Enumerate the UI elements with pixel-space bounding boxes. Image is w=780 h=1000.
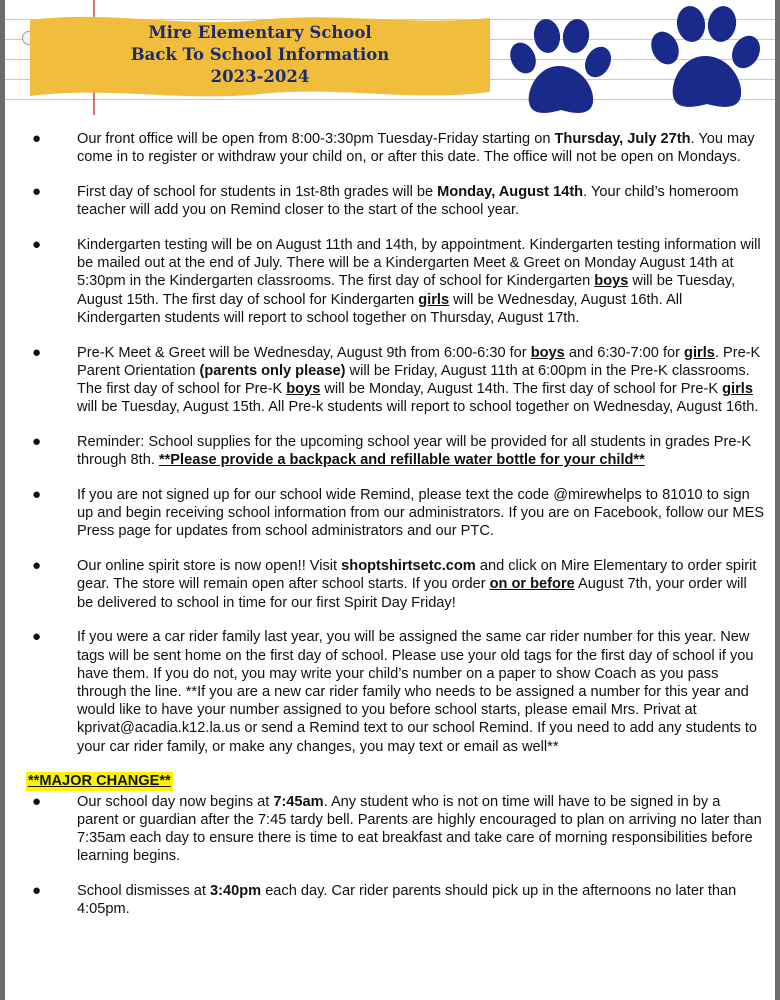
list-item (25, 183, 765, 219)
paw-print-icon (645, 6, 765, 118)
item-text: If you were a car rider family last year, you will be assigned the same car rider number for this year. New tags will be sent home on the first day of school. Please use your old tags for the first day of school if you have them. If you do not, you may write your child’s number on a paper to show Coach as you pass through the line. **If you are a new car rider family who needs to be assigned a number for this year and would like to have your number assigned to you before school starts, please email Mrs. Privat at kprivat@acadia.k12.la.us or send a Remind text to our school Remind. If you need to add any students to your car rider family, or make any changes, you may text or email as well** (77, 629, 758, 755)
bullet-icon: ● (32, 433, 42, 451)
item-text: . Your child’s homeroom teacher will add you on Remind closer to the start of the school year. (77, 184, 739, 219)
emphasis-underlined-text: boys (530, 344, 565, 361)
item-text: Reminder: School supplies for the upcoming school year will be provided for all students in grades Pre-K through 8th. (77, 434, 752, 469)
document-title: Back To School Information (130, 45, 390, 64)
emphasis-bold-text: Thursday, July 27th (554, 131, 691, 147)
list-item (25, 236, 765, 327)
emphasis-bold-text: Monday, August 14th (437, 184, 584, 200)
bullet-icon: ● (32, 486, 42, 504)
list-item (25, 486, 765, 541)
item-text: First day of school for students in 1st-8th grades will be (77, 184, 438, 200)
emphasis-underlined-text: on or before (489, 576, 575, 593)
item-text: August 7th, your order will be delivered to school in time for our first Spirit Day Friday! (77, 576, 747, 611)
document-page (5, 0, 775, 1000)
emphasis-underlined-text: boys (594, 273, 629, 290)
title-banner (30, 14, 490, 100)
emphasis-bold-text: (parents only please) (199, 362, 346, 379)
school-name: Mire Elementary School (148, 23, 372, 42)
list-item (25, 628, 765, 755)
item-text: Pre-K Meet & Greet will be Wednesday, August 9th from 6:00-6:30 for (77, 344, 531, 361)
bullet-icon: ● (32, 882, 42, 900)
bullet-icon: ● (32, 792, 42, 810)
bullet-icon: ● (32, 183, 42, 200)
item-text: School dismisses at (77, 883, 211, 900)
paw-print-icon (503, 18, 615, 124)
bullet-icon: ● (32, 130, 42, 147)
list-item (25, 793, 765, 866)
info-list (25, 130, 765, 756)
major-change-label: **MAJOR CHANGE** (28, 773, 171, 790)
item-text: will be Monday, August 14th. The first day of school for Pre-K (320, 381, 723, 398)
list-item (25, 344, 765, 417)
item-text: Our online spirit store is now open!! Visit (77, 558, 342, 575)
bullet-icon: ● (32, 628, 42, 646)
emphasis-underlined-text: girls (418, 291, 450, 308)
list-item (25, 557, 765, 612)
item-text: will be Wednesday, August 16th. All Kindergarten students will report to school together on Thursday, August 17th. (77, 291, 683, 326)
list-item (25, 130, 765, 166)
emphasis-underlined-text: girls (722, 381, 753, 398)
emphasis-underlined-text: girls (684, 344, 715, 361)
item-text: . You may come in to register or withdraw your child on, or after this date. The office will not be open on Mondays. (77, 131, 755, 166)
item-text: . Any student who is not on time will have to be signed in by a parent or guardian after the 7:45 tardy bell. Parents are highly encouraged to plan on arriving no later than 7:35am each day to ensure there is time to eat breakfast and take care of morning responsibilities before learning begins. (77, 793, 762, 865)
item-text: If you are not signed up for our school wide Remind, please text the code @mirewhelps to 81010 to sign up and begin receiving school information from our administrators. If you are on Facebook, follow our MES Press page for updates from school administrators and our PTC. (77, 487, 765, 540)
item-text: each day. Car rider parents should pick up in the afternoons no later than 4:05pm. (77, 883, 737, 918)
bullet-icon: ● (32, 236, 42, 253)
item-text: Our school day now begins at (77, 793, 274, 810)
emphasis-bold-text: 7:45am (273, 793, 324, 810)
list-item (25, 882, 765, 918)
item-text: and 6:30-7:00 for (564, 344, 685, 361)
item-text: . Pre-K Parent Orientation (77, 344, 761, 379)
document-body (25, 130, 765, 935)
bullet-icon: ● (32, 557, 42, 575)
emphasis-underlined-text: boys (286, 381, 321, 398)
emphasis-bold-text: 3:40pm (210, 883, 262, 900)
item-text: and click on Mire Elementary to order spirit gear. The store will remain open after school starts. If you order (77, 558, 757, 593)
item-text: will be Friday, August 11th at 6:00pm in the Pre-K classrooms. The first day of school for Pre-K (77, 362, 750, 398)
item-text: will be Tuesday, August 15th. All Pre-k students will report to school together on Wednesday, August 16th. (77, 399, 759, 416)
school-year: 2023-2024 (210, 67, 310, 86)
item-text: Kindergarten testing will be on August 11th and 14th, by appointment. Kindergarten testing information will be mailed out at the end of July. There will be a Kindergarten Meet & Greet on Monday August 14th at 5:30pm in the Kindergarten classrooms. The first day of school for Kindergarten (77, 237, 761, 290)
item-text: Our front office will be open from 8:00-3:30pm Tuesday-Friday starting on (77, 131, 555, 147)
list-item (25, 433, 765, 469)
bullet-icon: ● (32, 343, 42, 361)
item-text: will be Tuesday, August 15th. The first day of school for Kindergarten (77, 273, 736, 308)
emphasis-bold-text: shoptshirtsetc.com (341, 558, 476, 575)
major-change-list (25, 793, 765, 919)
emphasis-underlined-text: **Please provide a backpack and refillable water bottle for your child** (158, 452, 645, 469)
